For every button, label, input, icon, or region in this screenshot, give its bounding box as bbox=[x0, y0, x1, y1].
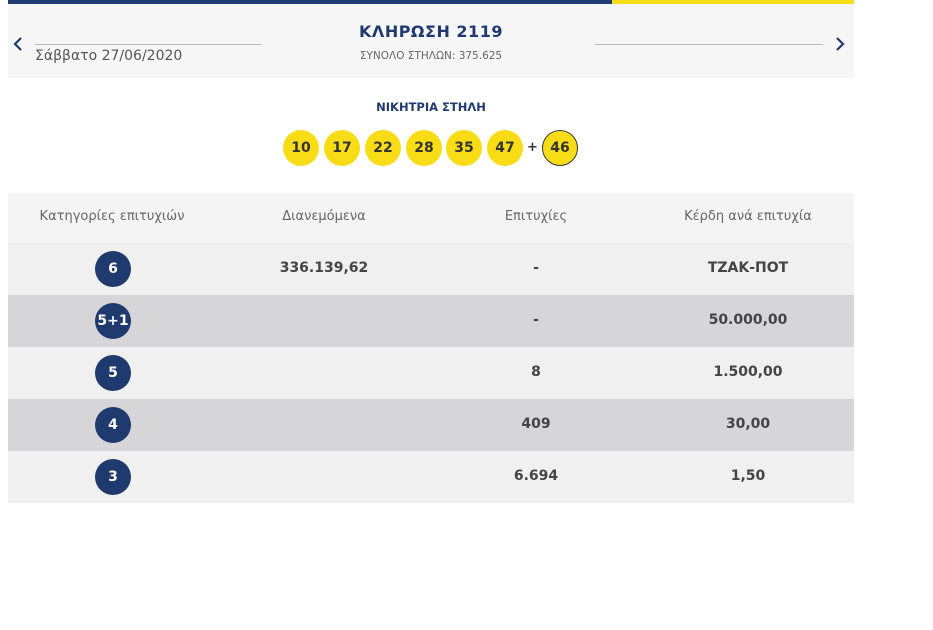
category-badge: 6 bbox=[95, 251, 131, 287]
winning-column-label: ΝΙΚΗΤΡΙΑ ΣΤΗΛΗ bbox=[376, 100, 486, 114]
header-categories: Κατηγορίες επιτυχιών bbox=[39, 209, 185, 224]
category-badge: 5+1 bbox=[95, 303, 131, 339]
winning-number-ball: 28 bbox=[406, 130, 442, 166]
table-row bbox=[8, 399, 854, 451]
prize-table bbox=[8, 193, 854, 503]
chevron-right-icon[interactable] bbox=[830, 34, 850, 54]
prize-table-header bbox=[8, 193, 854, 243]
winning-number-ball: 47 bbox=[487, 130, 523, 166]
table-row bbox=[8, 295, 854, 347]
bonus-plus-sign: + bbox=[527, 140, 538, 155]
prize-value: 1.500,00 bbox=[713, 364, 783, 380]
winners-value: 8 bbox=[531, 364, 541, 380]
winning-number-ball: 35 bbox=[446, 130, 482, 166]
category-badge: 5 bbox=[95, 355, 131, 391]
draw-header bbox=[8, 4, 854, 78]
total-columns: ΣΥΝΟΛΟ ΣΤΗΛΩΝ: 375.625 bbox=[359, 50, 503, 62]
prize-value: ΤΖΑΚ-ΠΟΤ bbox=[707, 260, 789, 276]
header-winners: Επιτυχίες bbox=[504, 209, 568, 224]
header-distributed: Διανεμόμενα bbox=[282, 209, 366, 224]
winners-value: 409 bbox=[521, 416, 551, 432]
bonus-number-ball: 46 bbox=[542, 130, 578, 166]
draw-title: ΚΛΗΡΩΣΗ 2119 bbox=[359, 22, 503, 41]
header-divider-left bbox=[35, 44, 262, 45]
table-row bbox=[8, 243, 854, 295]
category-badge: 3 bbox=[95, 459, 131, 495]
draw-date: Σάββατο 27/06/2020 bbox=[35, 48, 183, 64]
winning-number-ball: 17 bbox=[324, 130, 360, 166]
prize-value: 50.000,00 bbox=[708, 312, 788, 328]
prize-value: 1,50 bbox=[730, 468, 766, 484]
header-prize-per-winner: Κέρδη ανά επιτυχία bbox=[684, 209, 812, 224]
winners-value: - bbox=[533, 312, 539, 328]
category-badge: 4 bbox=[95, 407, 131, 443]
winning-number-ball: 10 bbox=[283, 130, 319, 166]
header-divider-right bbox=[595, 44, 823, 45]
winning-number-ball: 22 bbox=[365, 130, 401, 166]
table-row bbox=[8, 347, 854, 399]
prize-value: 30,00 bbox=[725, 416, 771, 432]
winners-value: - bbox=[533, 260, 539, 276]
table-row bbox=[8, 451, 854, 503]
distributed-value: 336.139,62 bbox=[279, 260, 369, 276]
winners-value: 6.694 bbox=[513, 468, 559, 484]
